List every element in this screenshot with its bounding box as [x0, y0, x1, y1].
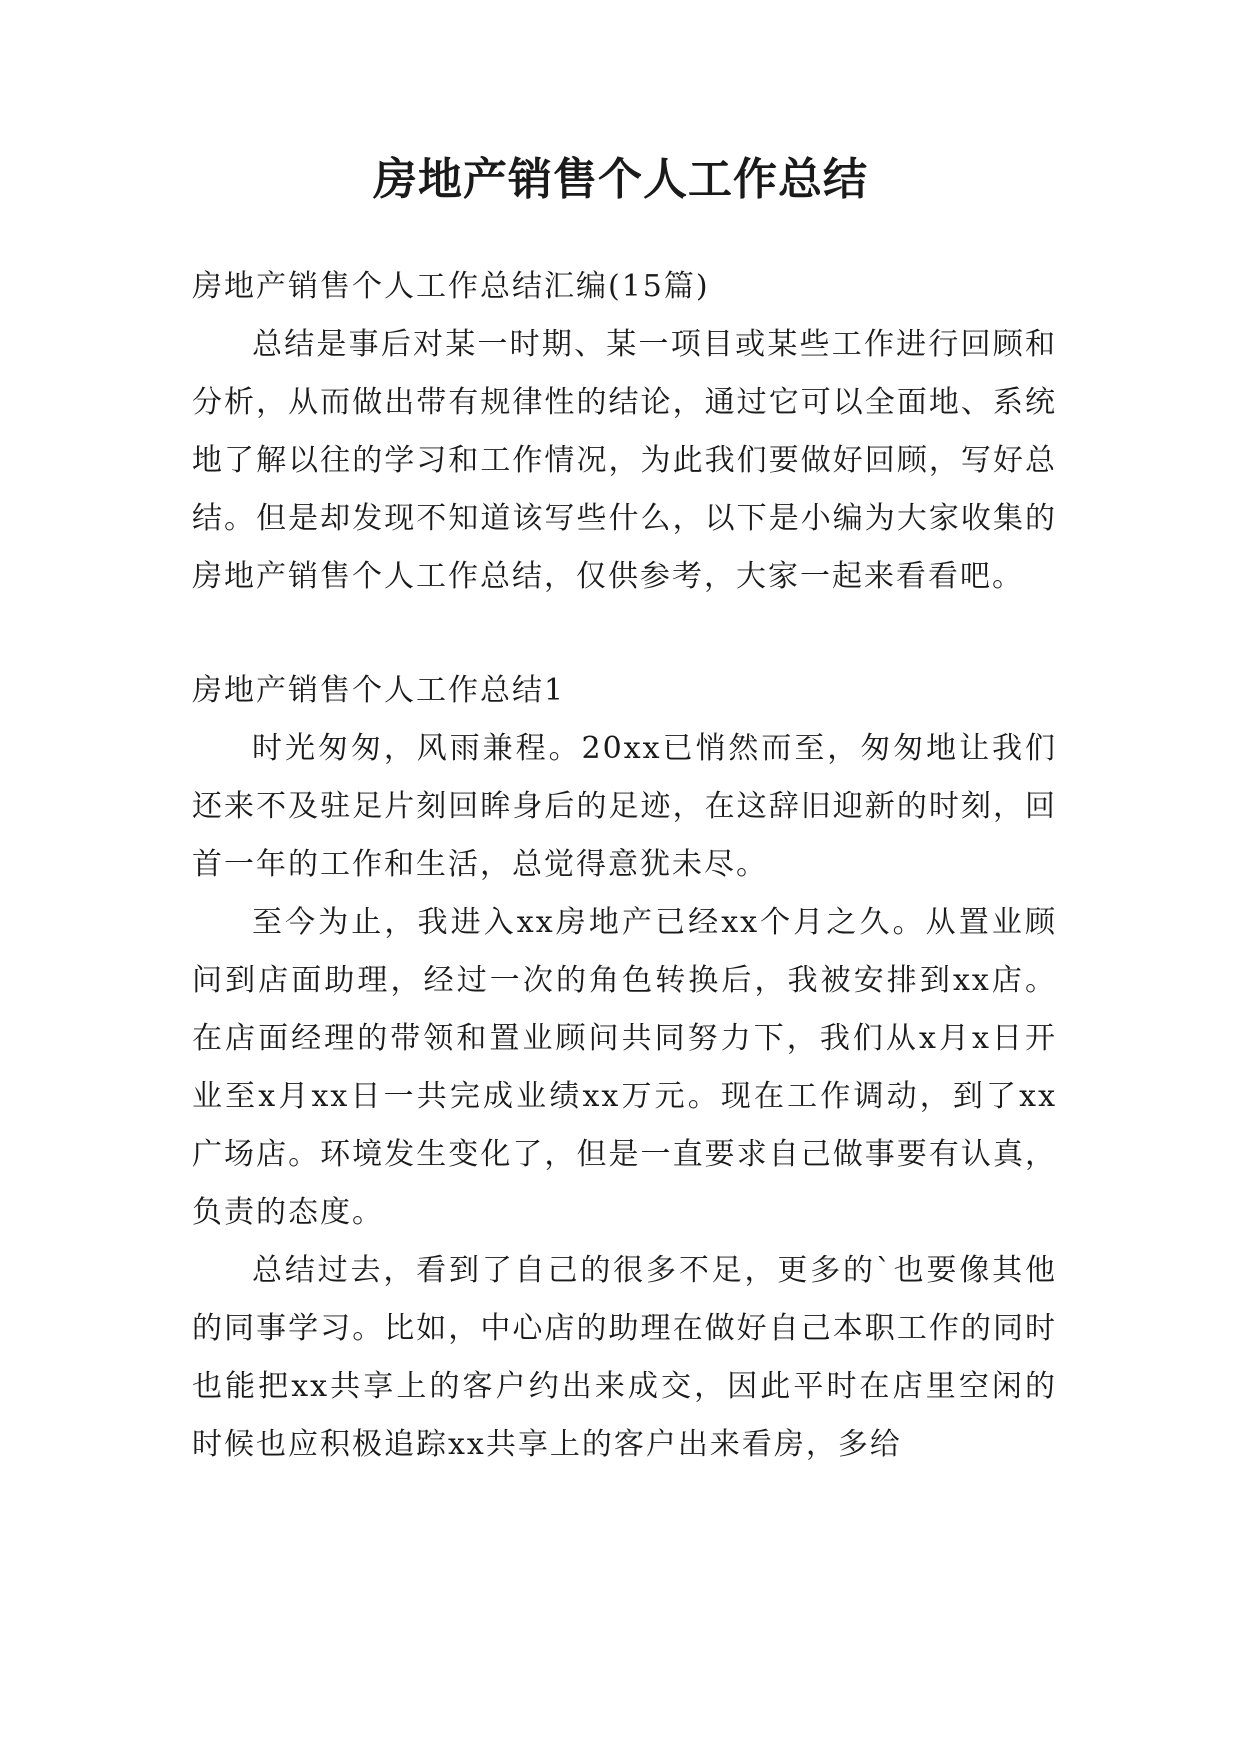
- section-paragraph-2: 至今为止，我进入xx房地产已经xx个月之久。从置业顾问到店面助理，经过一次的角色转换后，我被安排到xx店。在店面经理的带领和置业顾问共同努力下，我们从x月x日开业至x月xx日一共完成业绩xx万元。现在工作调动，到了xx广场店。环境发生变化了，但是一直要求自己做事要有认真，负责的态度。: [192, 905, 1057, 1230]
- section-heading: 房地产销售个人工作总结1: [192, 673, 566, 708]
- intro-paragraph: 总结是事后对某一时期、某一项目或某些工作进行回顾和分析，从而做出带有规律性的结论，通过它可以全面地、系统地了解以往的学习和工作情况，为此我们要做好回顾，写好总结。但是却发现不知道该写些什么，以下是小编为大家收集的房地产销售个人工作总结，仅供参考，大家一起来看看吧。: [192, 327, 1057, 594]
- section-paragraph-1: 时光匆匆，风雨兼程。20xx已悄然而至，匆匆地让我们还来不及驻足片刻回眸身后的足迹，在这辞旧迎新的时刻，回首一年的工作和生活，总觉得意犹未尽。: [192, 731, 1057, 882]
- collection-subtitle: 房地产销售个人工作总结汇编(15篇): [192, 269, 710, 304]
- document-body: [192, 258, 1057, 1474]
- section-paragraph-3: 总结过去，看到了自己的很多不足，更多的`也要像其他的同事学习。比如，中心店的助理在做好自己本职工作的同时也能把xx共享上的客户约出来成交，因此平时在店里空闲的时候也应积极追踪xx共享上的客户出来看房，多给: [192, 1253, 1057, 1462]
- document-title: 房地产销售个人工作总结: [373, 154, 868, 205]
